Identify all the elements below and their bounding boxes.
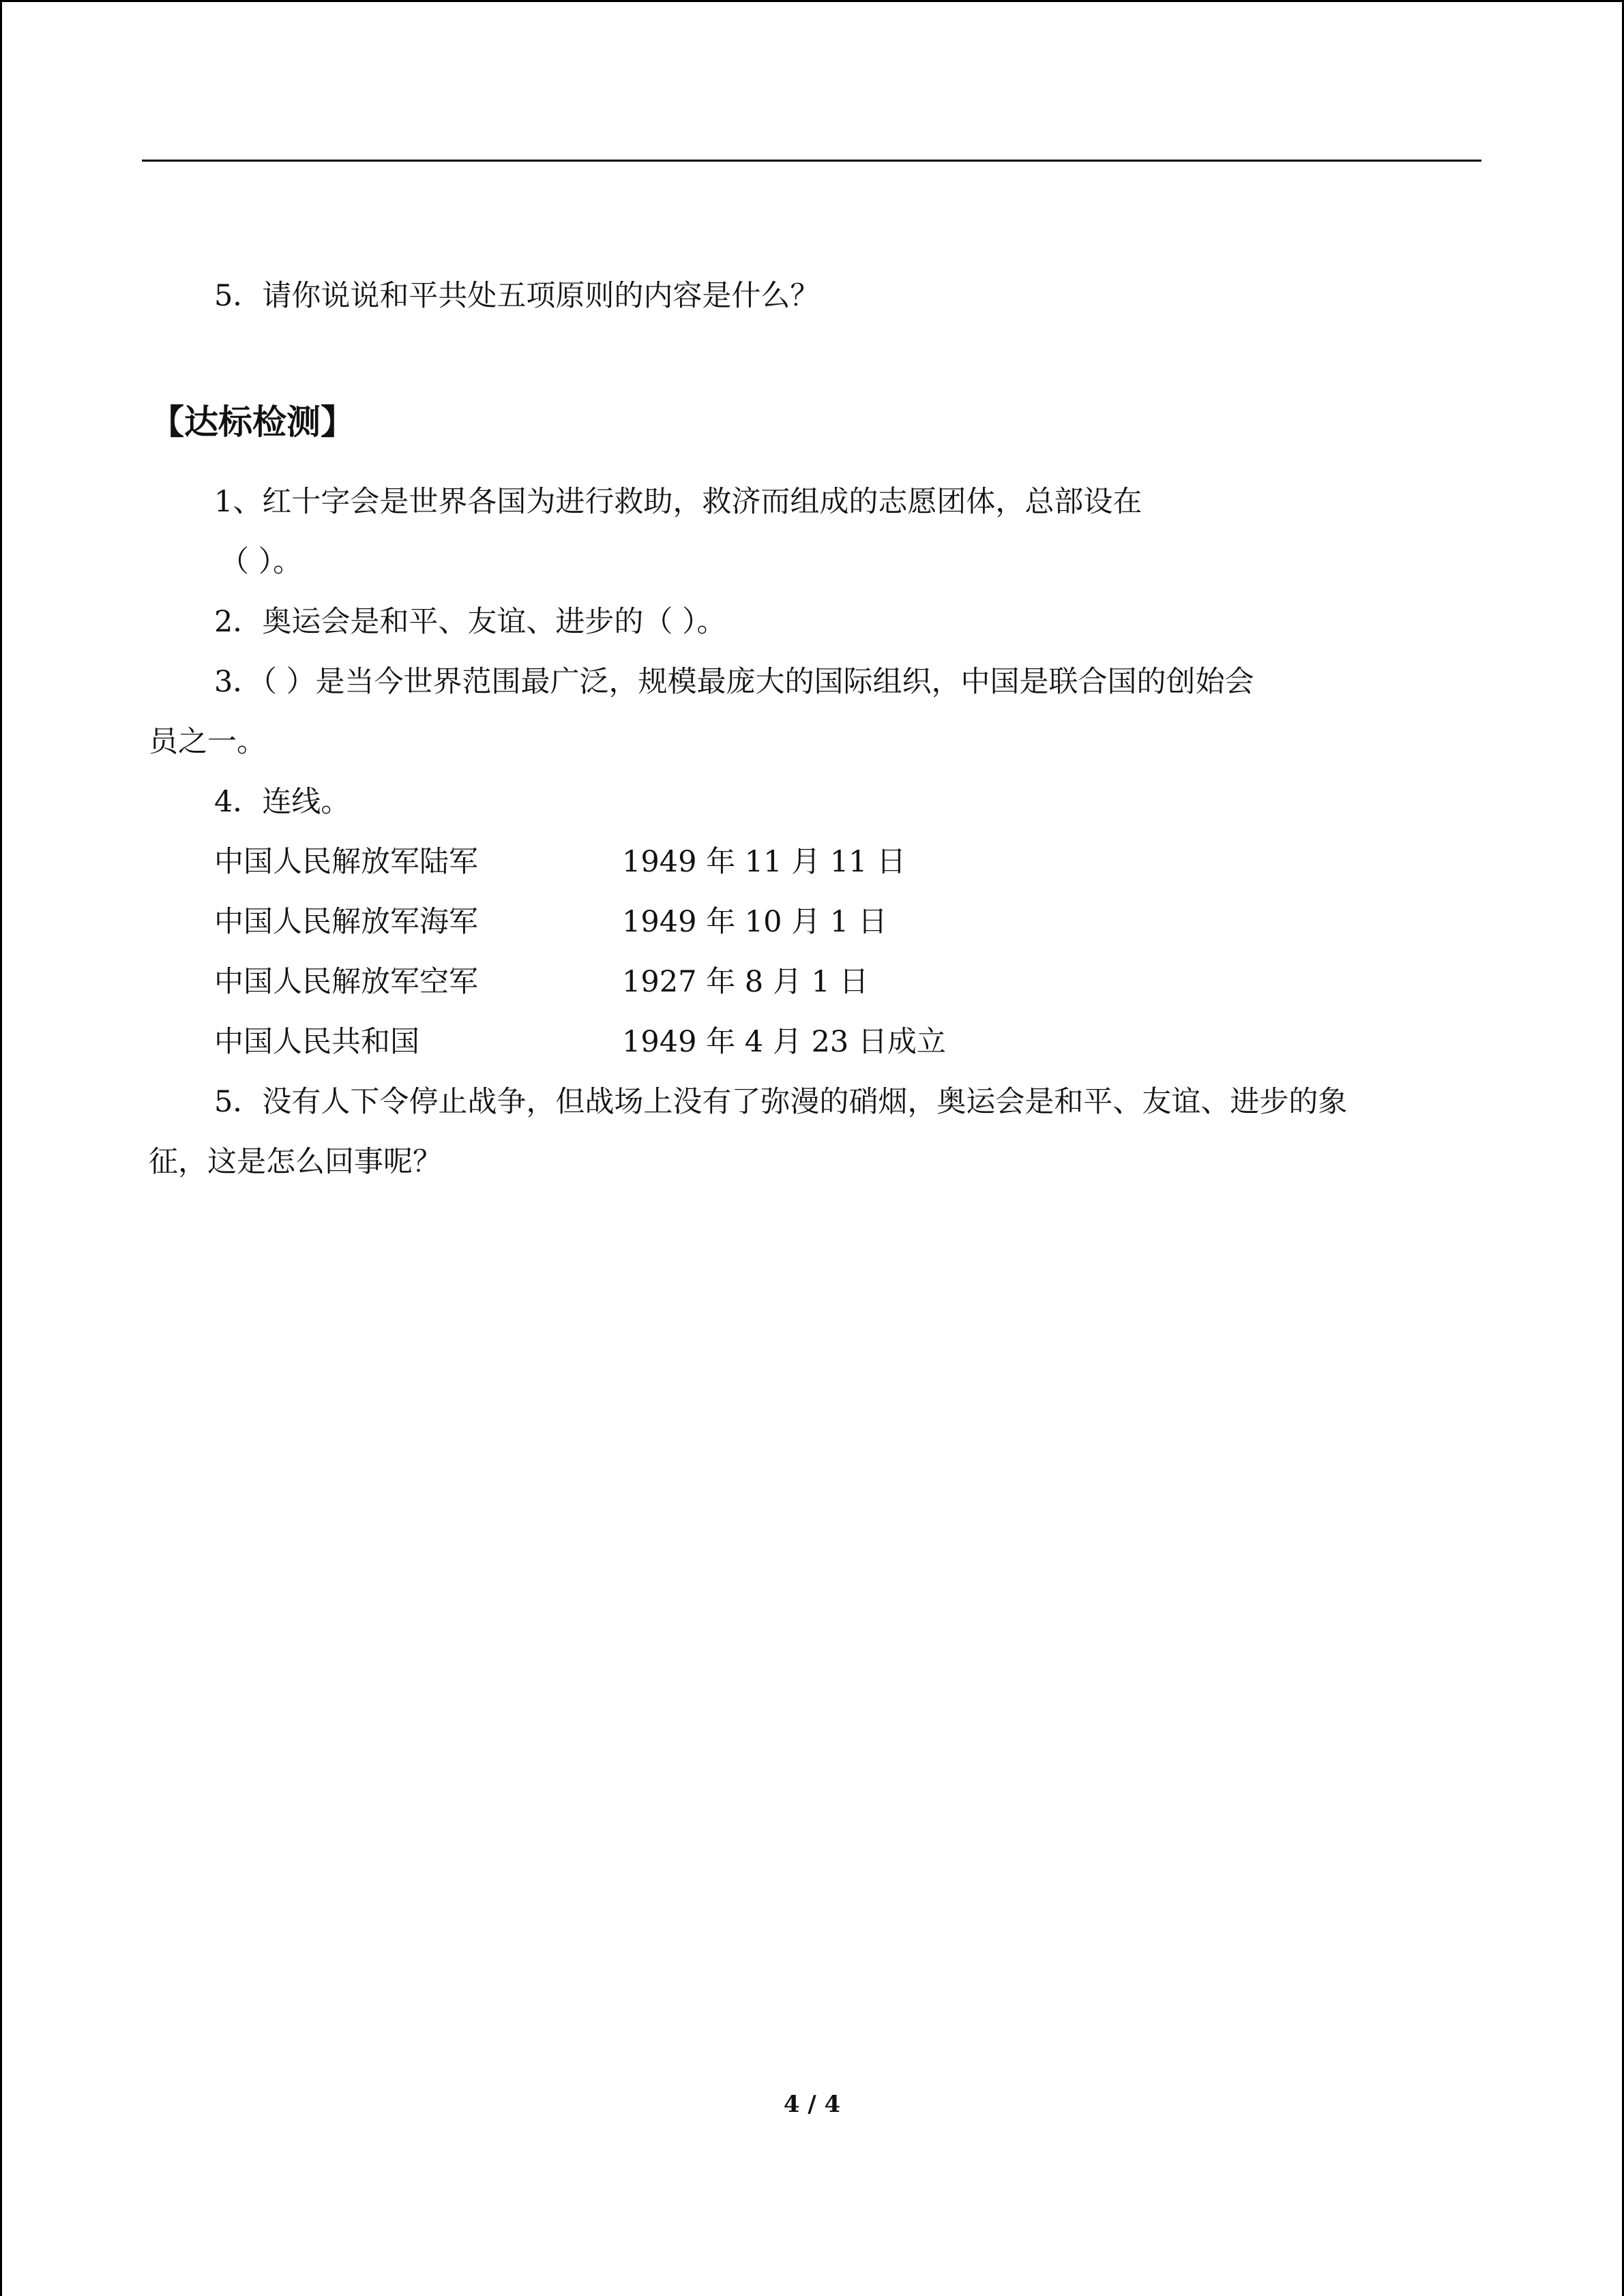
question-1-line-2: （ ）。: [220, 545, 303, 579]
page-number: 4 / 4: [783, 2091, 841, 2118]
question-5-line-1: 5．没有人下令停止战争，但战场上没有了弥漫的硝烟，奥运会是和平、友谊、进步的象: [214, 1085, 1348, 1119]
header-rule: [142, 160, 1481, 162]
question-2: 2．奥运会是和平、友谊、进步的（ ）。: [214, 605, 726, 639]
match-right-item: 1949 年 11 月 11 日: [622, 845, 906, 879]
match-left-item: 中国人民解放军陆军: [214, 845, 478, 879]
section-heading: 【达标检测】: [150, 402, 355, 442]
prev-question-5: 5．请你说说和平共处五项原则的内容是什么？: [214, 279, 820, 313]
match-right-item: 1949 年 4 月 23 日成立: [622, 1025, 946, 1059]
match-right-item: 1949 年 10 月 1 日: [622, 905, 887, 939]
question-3-line-2: 员之一。: [149, 725, 266, 759]
question-4-title: 4．连线。: [214, 785, 351, 819]
match-right-item: 1927 年 8 月 1 日: [622, 965, 869, 999]
match-left-item: 中国人民解放军空军: [214, 965, 478, 999]
question-5-line-2: 征，这是怎么回事呢？: [149, 1145, 442, 1179]
question-1-line-1: 1、红十字会是世界各国为进行救助，救济而组成的志愿团体，总部设在: [214, 485, 1142, 519]
match-left-item: 中国人民共和国: [214, 1025, 419, 1059]
question-3-line-1: 3．（ ）是当今世界范围最广泛，规模最庞大的国际组织，中国是联合国的创始会: [214, 665, 1254, 699]
match-left-item: 中国人民解放军海军: [214, 905, 478, 939]
